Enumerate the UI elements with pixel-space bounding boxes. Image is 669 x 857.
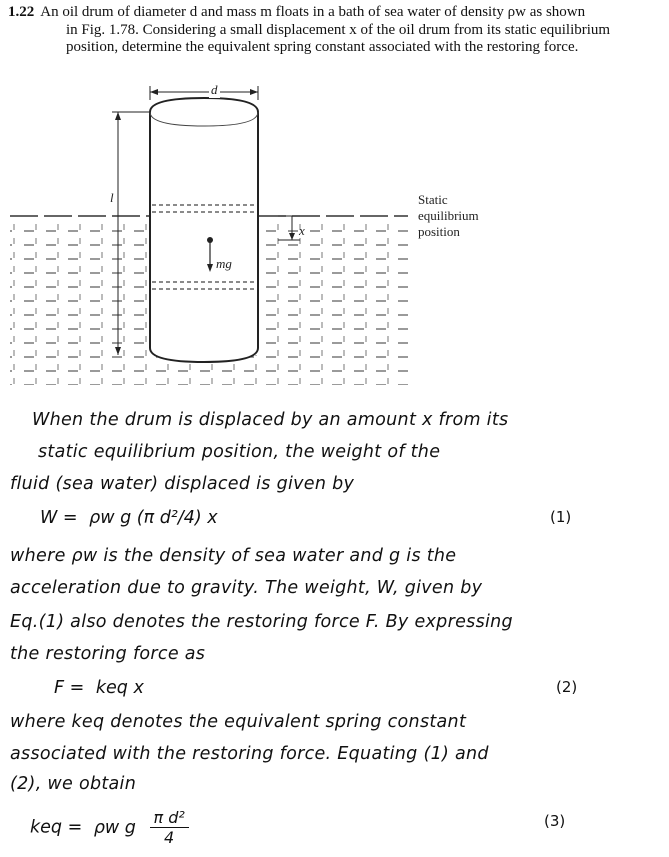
- dimension-d-arrow-right: [250, 89, 258, 95]
- equation-3-number: (3): [544, 812, 566, 830]
- label-mg: mg: [216, 256, 232, 271]
- solution-line-7: the restoring force as: [10, 644, 206, 664]
- label-static-equilibrium: Static equilibrium position: [418, 192, 479, 239]
- equation-2: F = keq x: [54, 678, 144, 698]
- solution-line-2: static equilibrium position, the weight of the: [38, 442, 441, 462]
- sea-water-left: [10, 220, 150, 385]
- equation-3-fraction: $\frac{\text{π d²}}{4}$: [150, 808, 189, 847]
- solution-line-8: where keq denotes the equivalent spring constant: [10, 712, 467, 732]
- label-d: d: [211, 82, 218, 97]
- dimension-d-arrow-left: [150, 89, 158, 95]
- solution-line-1: When the drum is displaced by an amount x from its: [32, 410, 509, 430]
- sea-water-right: [258, 220, 408, 385]
- solution-line-4: where ρw is the density of sea water and g is the: [10, 546, 457, 566]
- oil-drum: [150, 98, 258, 362]
- solution-line-6: Eq.(1) also denotes the restoring force F. By expressing: [10, 612, 513, 632]
- equation-3: keq = ρw g $\frac{\text{π d²}}{4}$: [30, 808, 189, 847]
- solution-line-5: acceleration due to gravity. The weight, W, given by: [10, 578, 483, 598]
- label-x: x: [299, 223, 305, 238]
- dimension-l-arrow-top: [115, 112, 121, 120]
- label-l: l: [110, 190, 114, 205]
- solution-line-10: (2), we obtain: [10, 774, 137, 794]
- equation-1-number: (1): [550, 508, 572, 526]
- problem-number: 1.22: [8, 4, 35, 20]
- solution-line-3: fluid (sea water) displaced is given by: [10, 474, 355, 494]
- problem-line-2: in Fig. 1.78. Considering a small displacement x of the oil drum from its static equilibrium: [66, 21, 611, 38]
- equation-2-number: (2): [556, 678, 578, 696]
- figure-oil-drum: [0, 70, 669, 400]
- oil-drum-diagram: [0, 70, 669, 400]
- problem-statement: [8, 4, 664, 57]
- solution-line-9: associated with the restoring force. Equating (1) and: [10, 744, 489, 764]
- problem-line-1: 1.22 An oil drum of diameter d and mass m floats in a bath of sea water of density ρw as shown: [8, 4, 586, 20]
- equation-1: W = ρw g (π d²/4) x: [40, 508, 218, 528]
- problem-line-3: position, determine the equivalent spring constant associated with the restoring force.: [66, 39, 579, 55]
